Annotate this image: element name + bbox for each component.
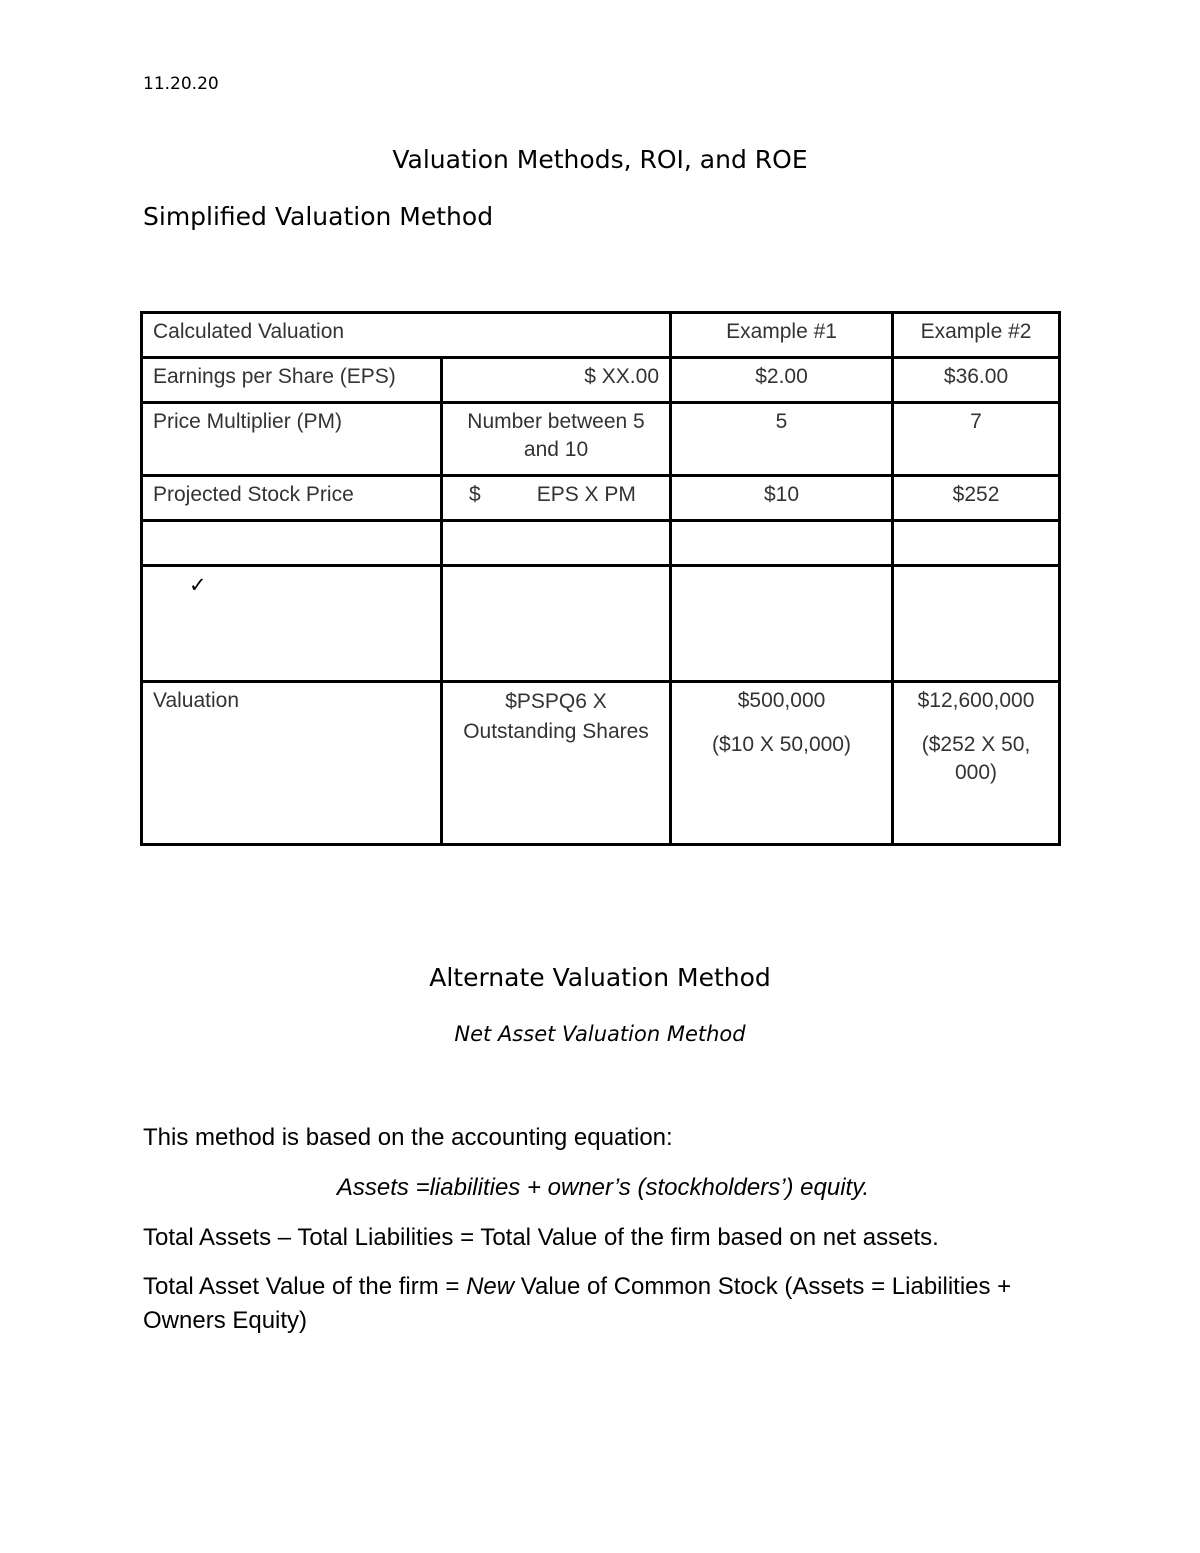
psp-formula-cell: [442, 476, 671, 521]
valuation-table: [140, 311, 1061, 846]
header-example-1: Example #1: [671, 313, 893, 358]
valuation-example-2: [893, 682, 1060, 845]
eps-formula: $ XX.00: [442, 358, 671, 403]
section-heading-alternate: Alternate Valuation Method: [429, 963, 771, 992]
pm-example-1: 5: [671, 403, 893, 476]
table-row-eps: [142, 358, 1060, 403]
pm-label: Price Multiplier (PM): [142, 403, 442, 476]
intro-paragraph: This method is based on the accounting equation:: [143, 1124, 673, 1151]
eps-example-2: $36.00: [893, 358, 1060, 403]
psp-example-2: $252: [893, 476, 1060, 521]
valuation-example-1-calc: ($10 X 50,000): [712, 733, 851, 756]
psp-example-1: $10: [671, 476, 893, 521]
valuation-label: Valuation: [142, 682, 442, 845]
equation-part-a: Assets =liabilities +: [336, 1174, 548, 1201]
accounting-equation: [143, 1171, 1063, 1205]
valuation-example-1: [671, 682, 893, 845]
valuation-example-1-value: $500,000: [737, 689, 826, 712]
document-date: 11.20.20: [143, 74, 219, 94]
eps-example-1: $2.00: [671, 358, 893, 403]
eps-label: Earnings per Share (EPS): [142, 358, 442, 403]
table-row-psp: [142, 476, 1060, 521]
section-subheading-net-asset: Net Asset Valuation Method: [454, 1022, 746, 1046]
total-asset-value-line: [143, 1270, 1043, 1338]
valuation-example-2-calc: ($252 X 50, 000): [921, 733, 1031, 784]
table-row-empty: [142, 521, 1060, 566]
pm-formula: Number between 5 and 10: [442, 403, 671, 476]
header-label-cell: Calculated Valuation: [142, 313, 671, 358]
table-row-check: [142, 566, 1060, 682]
line2-new: New: [466, 1273, 515, 1300]
line2-part-a: Total Asset Value of the firm =: [143, 1273, 467, 1300]
header-example-2: Example #2: [893, 313, 1060, 358]
pm-example-2: 7: [893, 403, 1060, 476]
psp-label: Projected Stock Price: [142, 476, 442, 521]
valuation-formula: $PSPQ6 X Outstanding Shares: [442, 682, 671, 845]
table-row-header: [142, 313, 1060, 358]
psp-formula: EPS X PM: [536, 483, 636, 506]
equation-part-b: owner’s (stockholders’) equity.: [547, 1174, 870, 1201]
net-assets-line: Total Assets – Total Liabilities = Total Value of the firm based on net assets.: [143, 1224, 939, 1251]
table-row-valuation: [142, 682, 1060, 845]
table-row-pm: [142, 403, 1060, 476]
check-mark-icon: ✓: [189, 573, 207, 597]
section-heading-simplified: Simplified Valuation Method: [143, 202, 494, 231]
psp-formula-symbol: $: [469, 483, 481, 506]
valuation-example-2-value: $12,600,000: [917, 689, 1035, 712]
page-title: Valuation Methods, ROI, and ROE: [392, 145, 808, 174]
line2-part-b: Value of Common Stock (Assets = Liabilities + Owners Equity): [143, 1273, 1012, 1334]
